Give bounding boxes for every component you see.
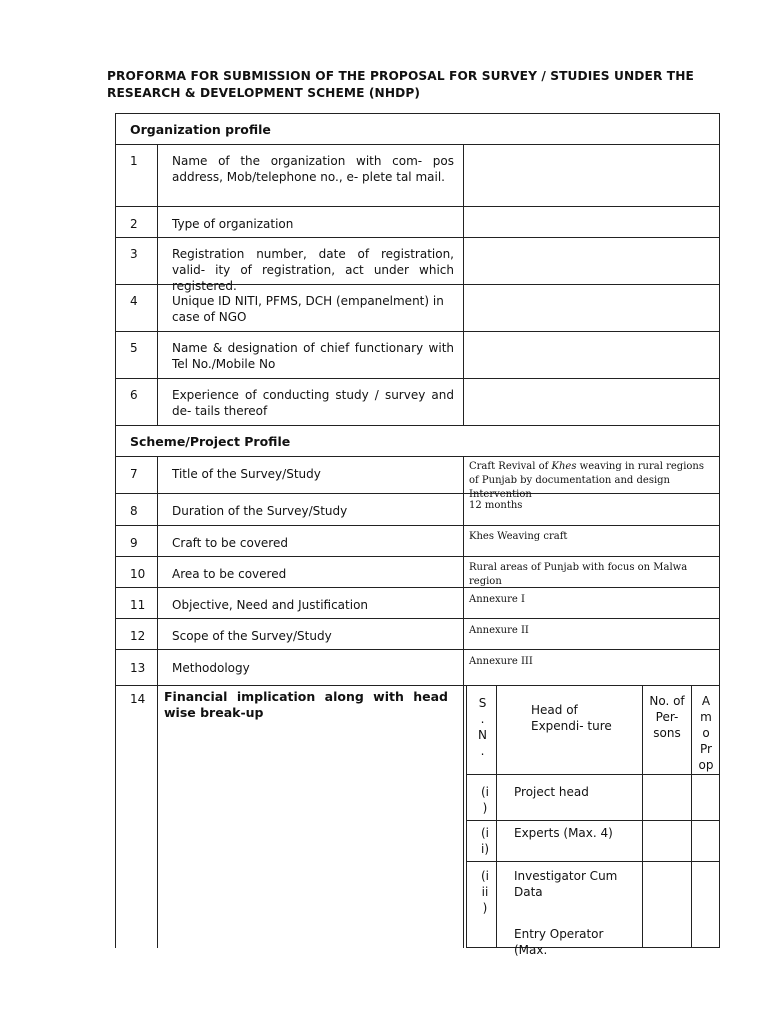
number-column-line	[157, 144, 158, 426]
fin-line	[719, 685, 720, 948]
frame-top	[115, 113, 720, 114]
fin-row-head: Investigator Cum Data	[514, 869, 618, 899]
fin-line	[463, 685, 464, 948]
fin-row-sn: (i ii )	[480, 869, 489, 915]
frame-left	[115, 113, 116, 948]
row-line	[115, 206, 720, 207]
title-line-2: RESEARCH & DEVELOPMENT SCHEME (NHDP)	[107, 86, 421, 100]
row-label: Experience of conducting study / survey and de- tails thereof	[172, 388, 454, 418]
value-column-line	[463, 144, 464, 426]
row-value-field[interactable]	[470, 216, 710, 234]
row-value: Annexure I	[469, 594, 525, 605]
row-value-field[interactable]	[470, 246, 710, 278]
row-number: 10	[130, 567, 146, 581]
row-value: 12 months	[469, 500, 523, 511]
fin-header-amount: A m o Pr op	[698, 694, 714, 772]
row-line	[115, 525, 720, 526]
row-label: Duration of the Survey/Study	[172, 504, 348, 518]
number-column-line	[157, 456, 158, 948]
row-value: Khes Weaving craft	[469, 531, 568, 542]
row-number: 4	[130, 294, 138, 308]
fin-line	[642, 685, 643, 948]
row-line	[115, 685, 720, 686]
fin-row-head: Experts (Max. 4)	[514, 826, 613, 840]
row-label: Name & designation of chief functionary with Tel No./Mobile No	[172, 341, 454, 371]
row-line	[115, 456, 720, 457]
fin-row-sn: (i )	[480, 785, 489, 815]
fin-row-head: Project head	[514, 785, 589, 799]
row-label: Scope of the Survey/Study	[172, 629, 332, 643]
row-label: Objective, Need and Justification	[172, 598, 369, 612]
row-line	[115, 556, 720, 557]
row-number: 1	[130, 154, 138, 168]
page-title	[107, 68, 707, 102]
row-value-field[interactable]	[470, 293, 710, 325]
row-number: 12	[130, 629, 146, 643]
row-label: Name of the organization with com- pos address, Mob/telephone no., e- plete tal mail.	[172, 154, 454, 184]
row-value-field[interactable]	[470, 340, 710, 372]
fin-line	[466, 861, 720, 862]
row-value-title: Craft Revival of Khes weaving in rural regions of Punjab by documentation and design Intervention	[469, 461, 704, 500]
fin-header-persons: No. of Per- sons	[649, 694, 685, 740]
row-line	[115, 649, 720, 650]
row-number: 6	[130, 388, 138, 402]
row-value-field[interactable]	[470, 153, 710, 199]
row-value: Annexure II	[469, 625, 529, 636]
row-label: Type of organization	[172, 217, 294, 231]
row-label: Craft to be covered	[172, 536, 288, 550]
row-value: Rural areas of Punjab with focus on Malwa region	[469, 562, 688, 587]
row-label: Methodology	[172, 661, 250, 675]
fin-line	[691, 685, 692, 948]
row-label: Area to be covered	[172, 567, 287, 581]
row-label: Unique ID NITI, PFMS, DCH (empanelment) in case of NGO	[172, 294, 444, 324]
proforma-form	[115, 113, 720, 957]
fin-row-head-continued: Entry Operator (Max.	[514, 927, 604, 957]
row-value: Annexure III	[469, 656, 533, 667]
value-column-right	[719, 457, 720, 686]
row-number: 14	[130, 692, 146, 706]
row-number: 7	[130, 467, 138, 481]
section-scheme-profile: Scheme/Project Profile	[130, 434, 291, 449]
row-line	[115, 425, 720, 426]
section-organization-profile: Organization profile	[130, 122, 271, 137]
row-number: 9	[130, 536, 138, 550]
row-number: 2	[130, 217, 138, 231]
fin-row-sn: (i i)	[480, 826, 489, 856]
row-number: 13	[130, 661, 146, 675]
row-number: 3	[130, 247, 138, 261]
fin-header-head: Head of Expendi- ture	[531, 703, 612, 733]
fin-line	[496, 685, 497, 948]
row-label: Registration number, date of registration, valid- ity of registration, act under which registered.	[172, 247, 454, 293]
row-number: 5	[130, 341, 138, 355]
row-line	[115, 618, 720, 619]
fin-line	[466, 774, 720, 775]
row-label: Title of the Survey/Study	[172, 467, 321, 481]
frame-right	[719, 113, 720, 457]
title-line-1: PROFORMA FOR SUBMISSION OF THE PROPOSAL FOR SURVEY / STUDIES UNDER THE	[107, 69, 694, 83]
fin-header-sn: S . N .	[478, 696, 487, 758]
value-column-line	[463, 457, 464, 686]
row-line	[115, 331, 720, 332]
row-line	[115, 144, 720, 145]
fin-line	[466, 685, 467, 948]
row-line	[115, 378, 720, 379]
row-number: 11	[130, 598, 146, 612]
row-number: 8	[130, 504, 138, 518]
row-value-field[interactable]	[470, 387, 710, 419]
row-line	[115, 237, 720, 238]
row-label: Financial implication along with head wise break-up	[164, 689, 448, 720]
fin-line	[466, 820, 720, 821]
